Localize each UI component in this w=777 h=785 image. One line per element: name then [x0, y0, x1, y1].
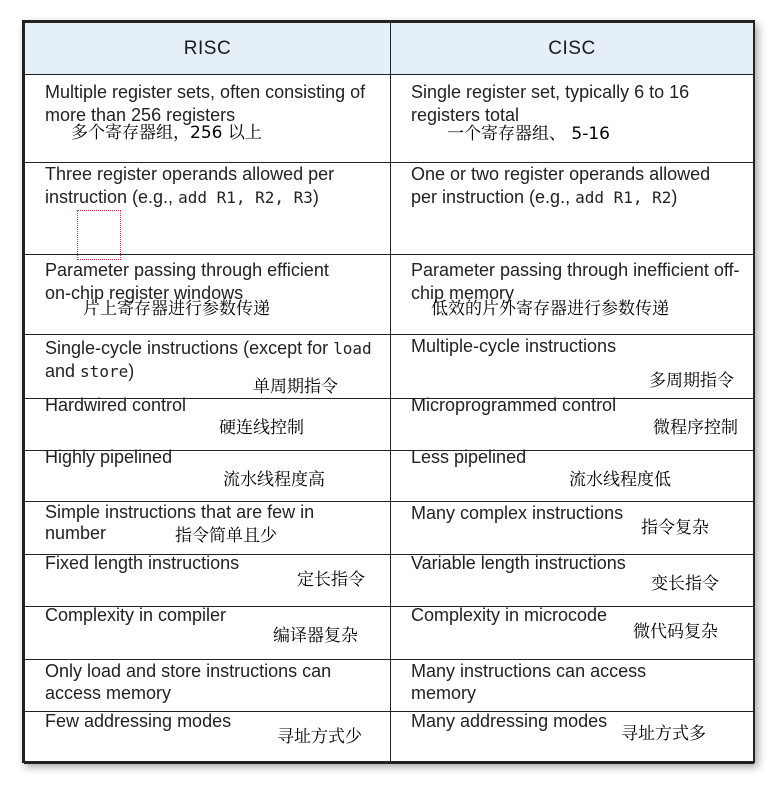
- risc-annotation: 编译器复杂: [273, 626, 358, 646]
- risc-text: Simple instructions that are few in number: [45, 502, 315, 543]
- risc-text-b: and: [45, 361, 81, 381]
- cisc-cell: [391, 660, 754, 712]
- risc-code-load: load: [333, 339, 372, 358]
- cisc-text-main: One or two register operands allowed per instruction (e.g.,: [411, 164, 711, 207]
- risc-annotation: 多个寄存器组，256 以上: [71, 123, 262, 143]
- risc-cell: [25, 502, 391, 555]
- cisc-annotation: 微程序控制: [653, 418, 738, 438]
- cisc-text: Variable length instructions: [411, 553, 626, 573]
- risc-text: Hardwired control: [45, 395, 187, 415]
- cisc-cell: [391, 607, 754, 660]
- risc-annotation: 指令简单且少: [175, 526, 277, 546]
- header-risc: RISC: [25, 23, 391, 75]
- cisc-annotation: 微代码复杂: [633, 622, 718, 642]
- cisc-text: Many complex instructions: [411, 503, 624, 523]
- risc-annotation: 硬连线控制: [219, 418, 304, 438]
- header-cisc: CISC: [391, 23, 754, 75]
- cisc-cell: [391, 75, 754, 163]
- risc-cell: [25, 555, 391, 607]
- table-row: [25, 255, 754, 335]
- table-row: [25, 660, 754, 712]
- cisc-text: Less pipelined: [411, 447, 527, 467]
- risc-cell: [25, 163, 391, 255]
- risc-text: Few addressing modes: [45, 711, 232, 731]
- cisc-cell: [391, 502, 754, 555]
- cisc-annotation: 一个寄存器组、 5-16: [447, 124, 610, 144]
- risc-text: [45, 163, 382, 209]
- risc-cell: [25, 395, 391, 451]
- cisc-text: Complexity in microcode: [411, 605, 608, 625]
- table-row: [25, 399, 754, 451]
- cisc-annotation: 寻址方式多: [621, 724, 706, 744]
- risc-cell: [25, 660, 391, 712]
- risc-text-tail: ): [312, 187, 319, 207]
- cisc-text-tail: ): [671, 187, 678, 207]
- table-row: [25, 607, 754, 660]
- cisc-annotation: 变长指令: [651, 574, 719, 594]
- cisc-annotation: 多周期指令: [649, 371, 734, 391]
- risc-annotation: 流水线程度高: [223, 470, 325, 490]
- risc-annotation: 片上寄存器进行参数传递: [83, 299, 270, 319]
- risc-cell: [25, 607, 391, 660]
- cisc-text: Microprogrammed control: [411, 395, 617, 415]
- cisc-text: Single register set, typically 6 to 16 registers total: [411, 82, 690, 125]
- risc-cell: [25, 75, 391, 163]
- table-row: [25, 163, 754, 255]
- cisc-cell: [391, 395, 754, 451]
- cisc-cell: [391, 335, 754, 399]
- table-row: [25, 75, 754, 163]
- table-row: [25, 712, 754, 764]
- risc-text-main: Three register operands allowed per instruction (e.g.,: [45, 164, 335, 207]
- risc-code: add R1, R2, R3: [178, 188, 313, 207]
- table-row: [25, 555, 754, 607]
- risc-text: Multiple register sets, often consisting of more than 256 registers: [45, 82, 366, 125]
- risc-annotation: 定长指令: [297, 570, 365, 590]
- risc-text-a: Single-cycle instructions (except for: [45, 338, 334, 358]
- cisc-text: Parameter passing through inefficient off-chip memory: [411, 260, 740, 303]
- risc-text: Only load and store instructions can access memory: [45, 661, 332, 703]
- table-row: [25, 502, 754, 555]
- table-row: [25, 335, 754, 399]
- cisc-cell: [391, 555, 754, 607]
- header-row: [25, 23, 754, 75]
- cisc-annotation: 流水线程度低: [569, 470, 671, 490]
- risc-annotation: 寻址方式少: [277, 727, 362, 747]
- cisc-text: [411, 163, 711, 209]
- cisc-cell: [391, 255, 754, 335]
- cisc-cell: [391, 712, 754, 764]
- cisc-cell: [391, 163, 754, 255]
- table-row: [25, 451, 754, 502]
- risc-annotation: 单周期指令: [253, 377, 338, 397]
- cisc-annotation: 低效的片外寄存器进行参数传递: [431, 299, 669, 319]
- cisc-text: Many addressing modes: [411, 711, 608, 731]
- risc-cell: [25, 447, 391, 502]
- risc-cell: [25, 335, 391, 399]
- risc-text: Parameter passing through efficient on-chip register windows: [45, 260, 329, 303]
- cisc-text: Many instructions can access memory: [411, 661, 647, 703]
- risc-cell: [25, 712, 391, 764]
- risc-cisc-comparison-table: [22, 20, 755, 763]
- cisc-annotation: 指令复杂: [641, 518, 709, 538]
- cisc-cell: [391, 447, 754, 502]
- annotation-highlight-box: [77, 210, 121, 260]
- risc-text: Fixed length instructions: [45, 553, 240, 573]
- cisc-text: Multiple-cycle instructions: [411, 336, 617, 356]
- risc-text: Highly pipelined: [45, 447, 173, 467]
- risc-code-store: store: [80, 362, 129, 381]
- risc-cell: [25, 255, 391, 335]
- cisc-code: add R1, R2: [575, 188, 672, 207]
- risc-text-c: ): [128, 361, 135, 381]
- comparison-table: [24, 22, 754, 764]
- risc-text: Complexity in compiler: [45, 605, 227, 625]
